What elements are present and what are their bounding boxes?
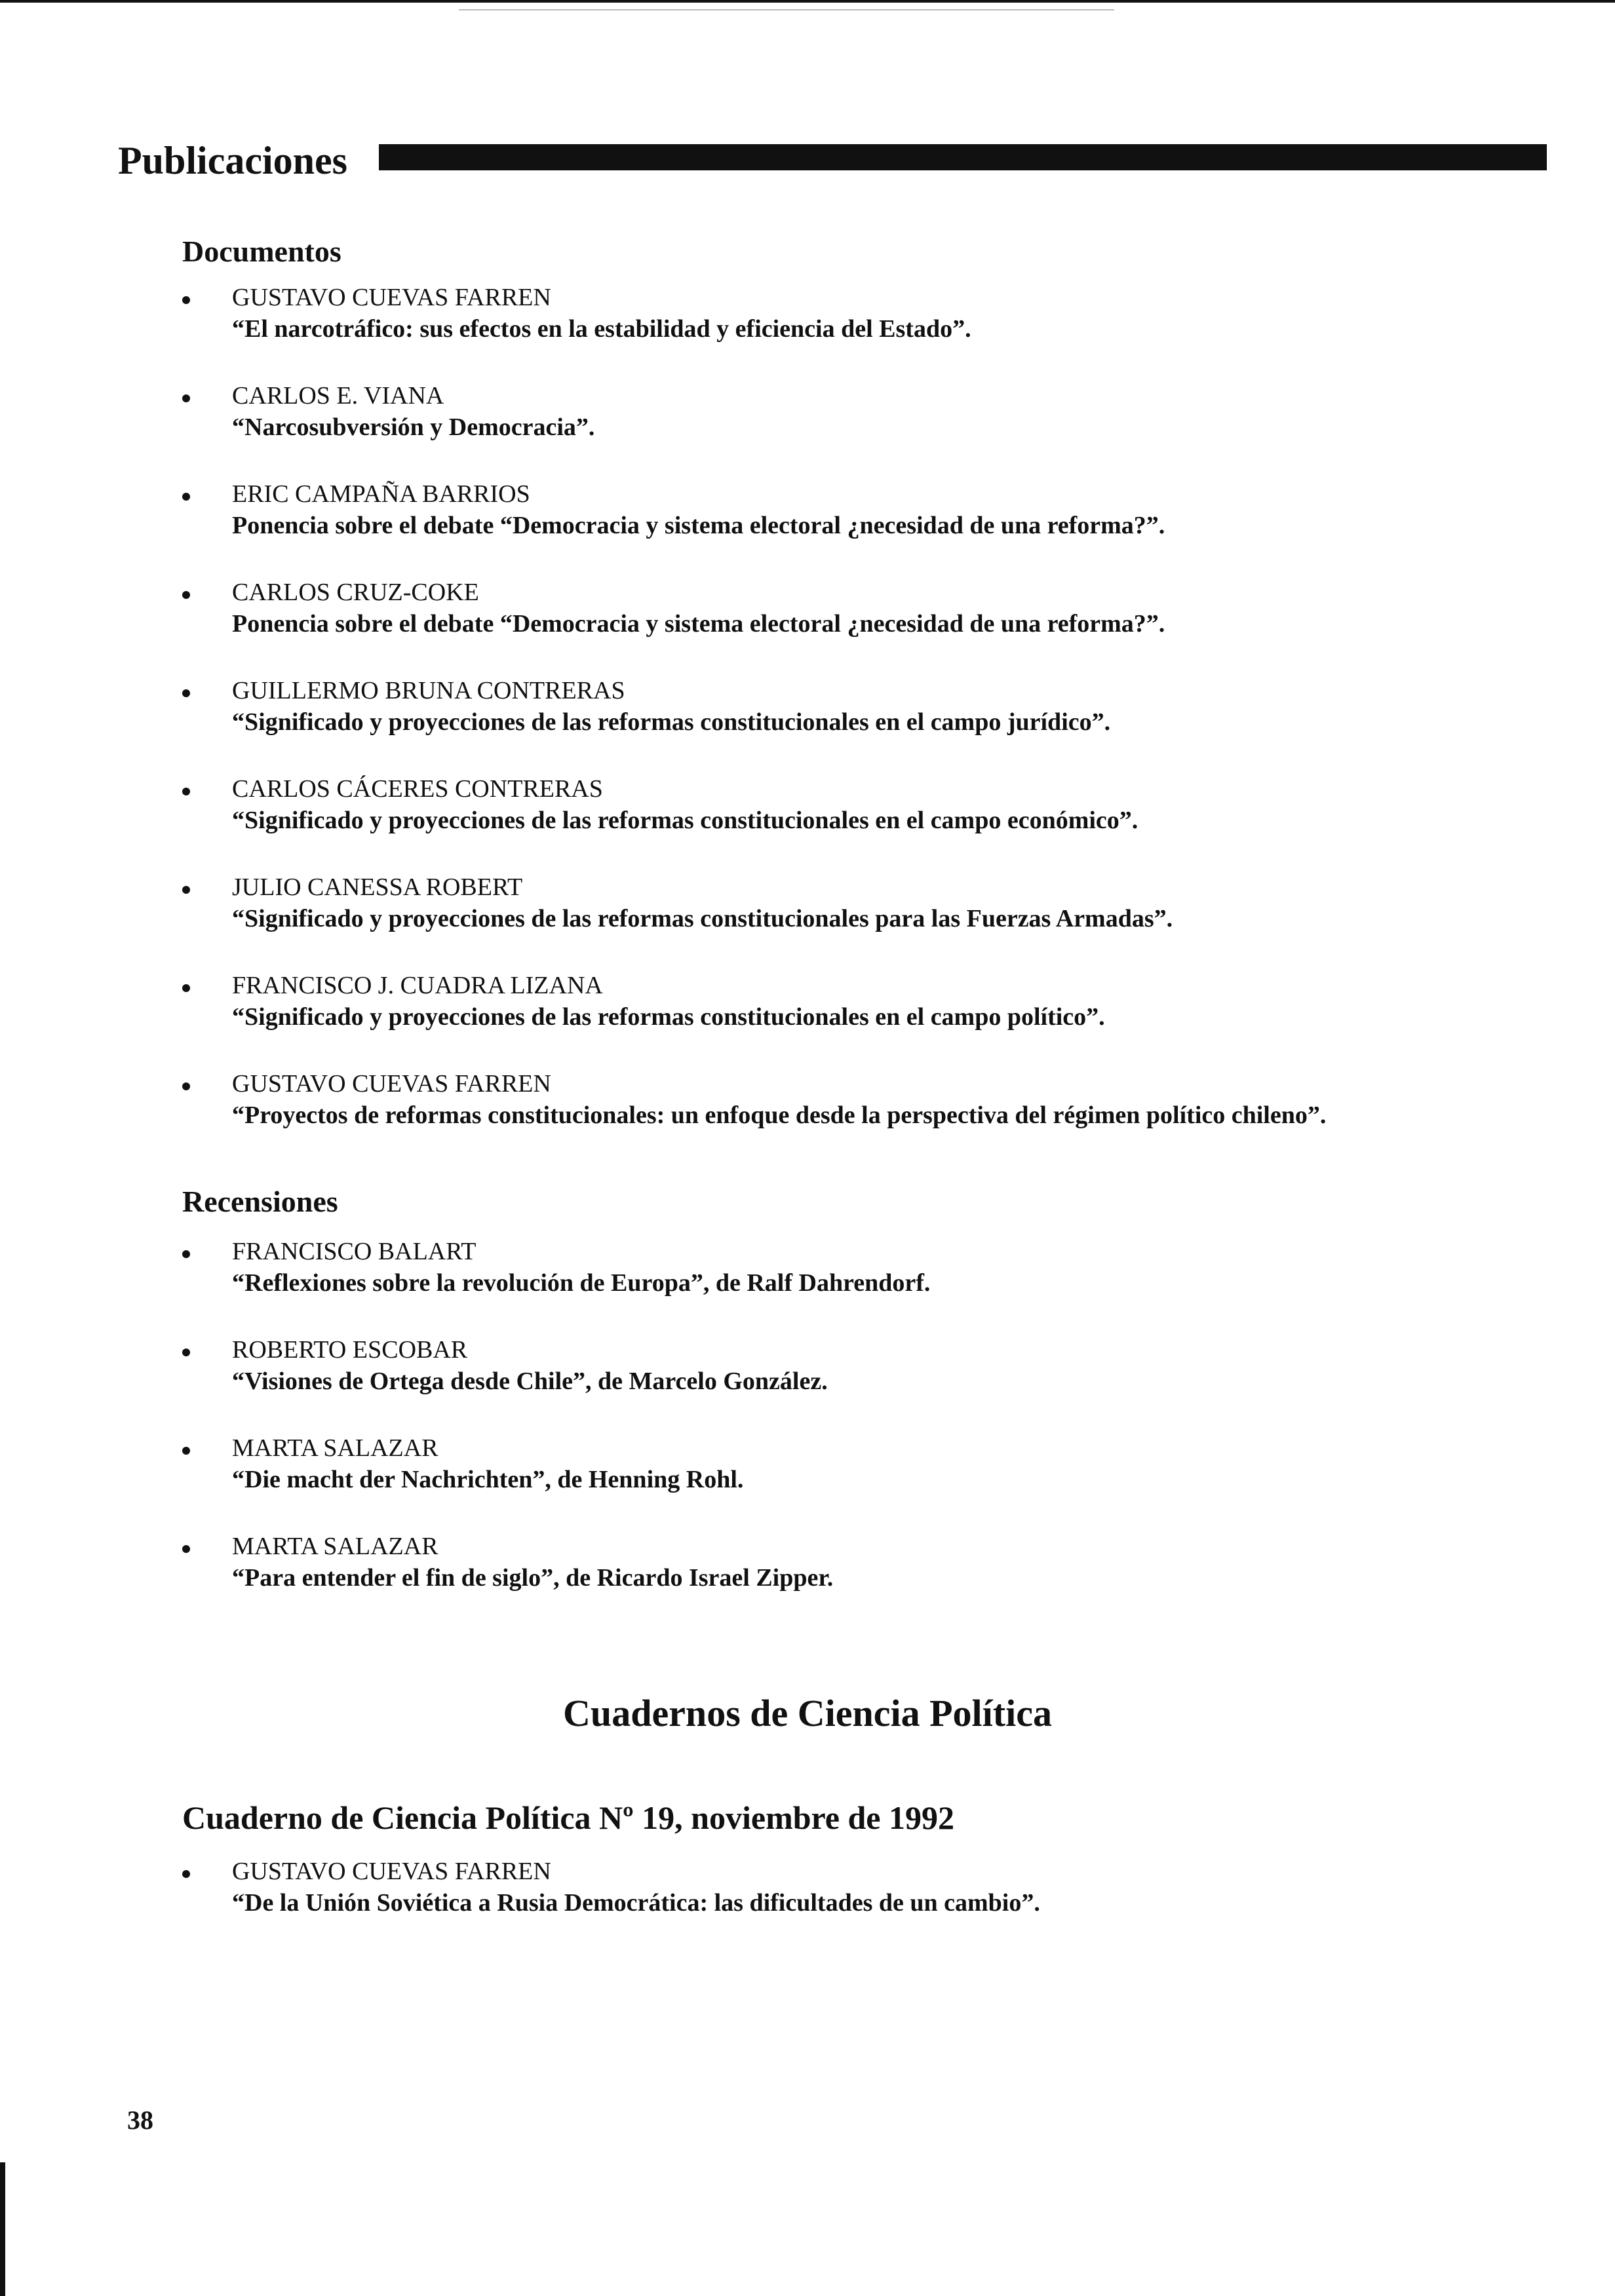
work-title: Ponencia sobre el debate “Democracia y sistema electoral ¿necesidad de una reforma?”. bbox=[232, 610, 1165, 638]
scan-edge-mark bbox=[0, 2162, 5, 2296]
author-name: GUSTAVO CUEVAS FARREN bbox=[232, 284, 551, 311]
author-name: CARLOS CÁCERES CONTRERAS bbox=[232, 775, 603, 803]
work-title: “Reflexiones sobre la revolución de Europa”, de Ralf Dahrendorf. bbox=[232, 1269, 931, 1297]
author-name: CARLOS CRUZ-COKE bbox=[232, 579, 479, 606]
bullet-icon bbox=[182, 788, 190, 795]
bullet-icon bbox=[182, 1447, 190, 1455]
work-title: “Significado y proyecciones de las reformas constitucionales en el campo jurídico”. bbox=[232, 708, 1111, 736]
bullet-icon bbox=[182, 1870, 190, 1878]
author-name: GUSTAVO CUEVAS FARREN bbox=[232, 1858, 551, 1885]
author-name: ERIC CAMPAÑA BARRIOS bbox=[232, 480, 530, 508]
author-name: CARLOS E. VIANA bbox=[232, 382, 444, 410]
author-name: ROBERTO ESCOBAR bbox=[232, 1336, 468, 1364]
author-name: MARTA SALAZAR bbox=[232, 1533, 438, 1560]
work-title: “De la Unión Soviética a Rusia Democrática: las dificultades de un cambio”. bbox=[232, 1889, 1040, 1917]
work-title: “Visiones de Ortega desde Chile”, de Marcelo González. bbox=[232, 1368, 828, 1395]
cuaderno-heading: Cuaderno de Ciencia Política Nº 19, noviembre de 1992 bbox=[182, 1799, 955, 1836]
bullet-icon bbox=[182, 1250, 190, 1258]
bullet-icon bbox=[182, 886, 190, 894]
work-title: “Significado y proyecciones de las reformas constitucionales en el campo económico”. bbox=[232, 807, 1138, 834]
author-name: FRANCISCO J. CUADRA LIZANA bbox=[232, 972, 603, 999]
section-title: Publicaciones bbox=[118, 139, 348, 182]
author-name: MARTA SALAZAR bbox=[232, 1434, 438, 1462]
cuadernos-title: Cuadernos de Ciencia Política bbox=[563, 1692, 1052, 1734]
recensiones-heading: Recensiones bbox=[182, 1185, 338, 1218]
author-name: FRANCISCO BALART bbox=[232, 1238, 477, 1265]
header-bar bbox=[379, 144, 1547, 170]
author-name: JULIO CANESSA ROBERT bbox=[232, 873, 523, 901]
bullet-icon bbox=[182, 1545, 190, 1553]
bullet-icon bbox=[182, 591, 190, 599]
work-title: “Die macht der Nachrichten”, de Henning Rohl. bbox=[232, 1466, 744, 1493]
bullet-icon bbox=[182, 394, 190, 402]
bullet-icon bbox=[182, 1082, 190, 1090]
bullet-icon bbox=[182, 296, 190, 304]
work-title: “Para entender el fin de siglo”, de Ricardo Israel Zipper. bbox=[232, 1564, 834, 1592]
author-name: GUILLERMO BRUNA CONTRERAS bbox=[232, 677, 625, 704]
top-rule bbox=[0, 0, 1615, 3]
work-title: “Significado y proyecciones de las reformas constitucionales en el campo político”. bbox=[232, 1003, 1105, 1031]
top-rule-faint bbox=[459, 9, 1114, 10]
section-header bbox=[118, 131, 1547, 190]
page-number: 38 bbox=[127, 2105, 153, 2135]
work-title: Ponencia sobre el debate “Democracia y sistema electoral ¿necesidad de una reforma?”. bbox=[232, 512, 1165, 539]
author-name: GUSTAVO CUEVAS FARREN bbox=[232, 1070, 551, 1098]
documentos-heading: Documentos bbox=[182, 235, 341, 268]
work-title: “El narcotráfico: sus efectos en la estabilidad y eficiencia del Estado”. bbox=[232, 315, 971, 343]
work-title: “Proyectos de reformas constitucionales: un enfoque desde la perspectiva del régimen político chileno”. bbox=[232, 1101, 1327, 1129]
bullet-icon bbox=[182, 493, 190, 501]
work-title: “Significado y proyecciones de las reformas constitucionales para las Fuerzas Armadas”. bbox=[232, 905, 1173, 932]
bullet-icon bbox=[182, 984, 190, 992]
bullet-icon bbox=[182, 1349, 190, 1356]
bullet-icon bbox=[182, 689, 190, 697]
work-title: “Narcosubversión y Democracia”. bbox=[232, 413, 595, 441]
